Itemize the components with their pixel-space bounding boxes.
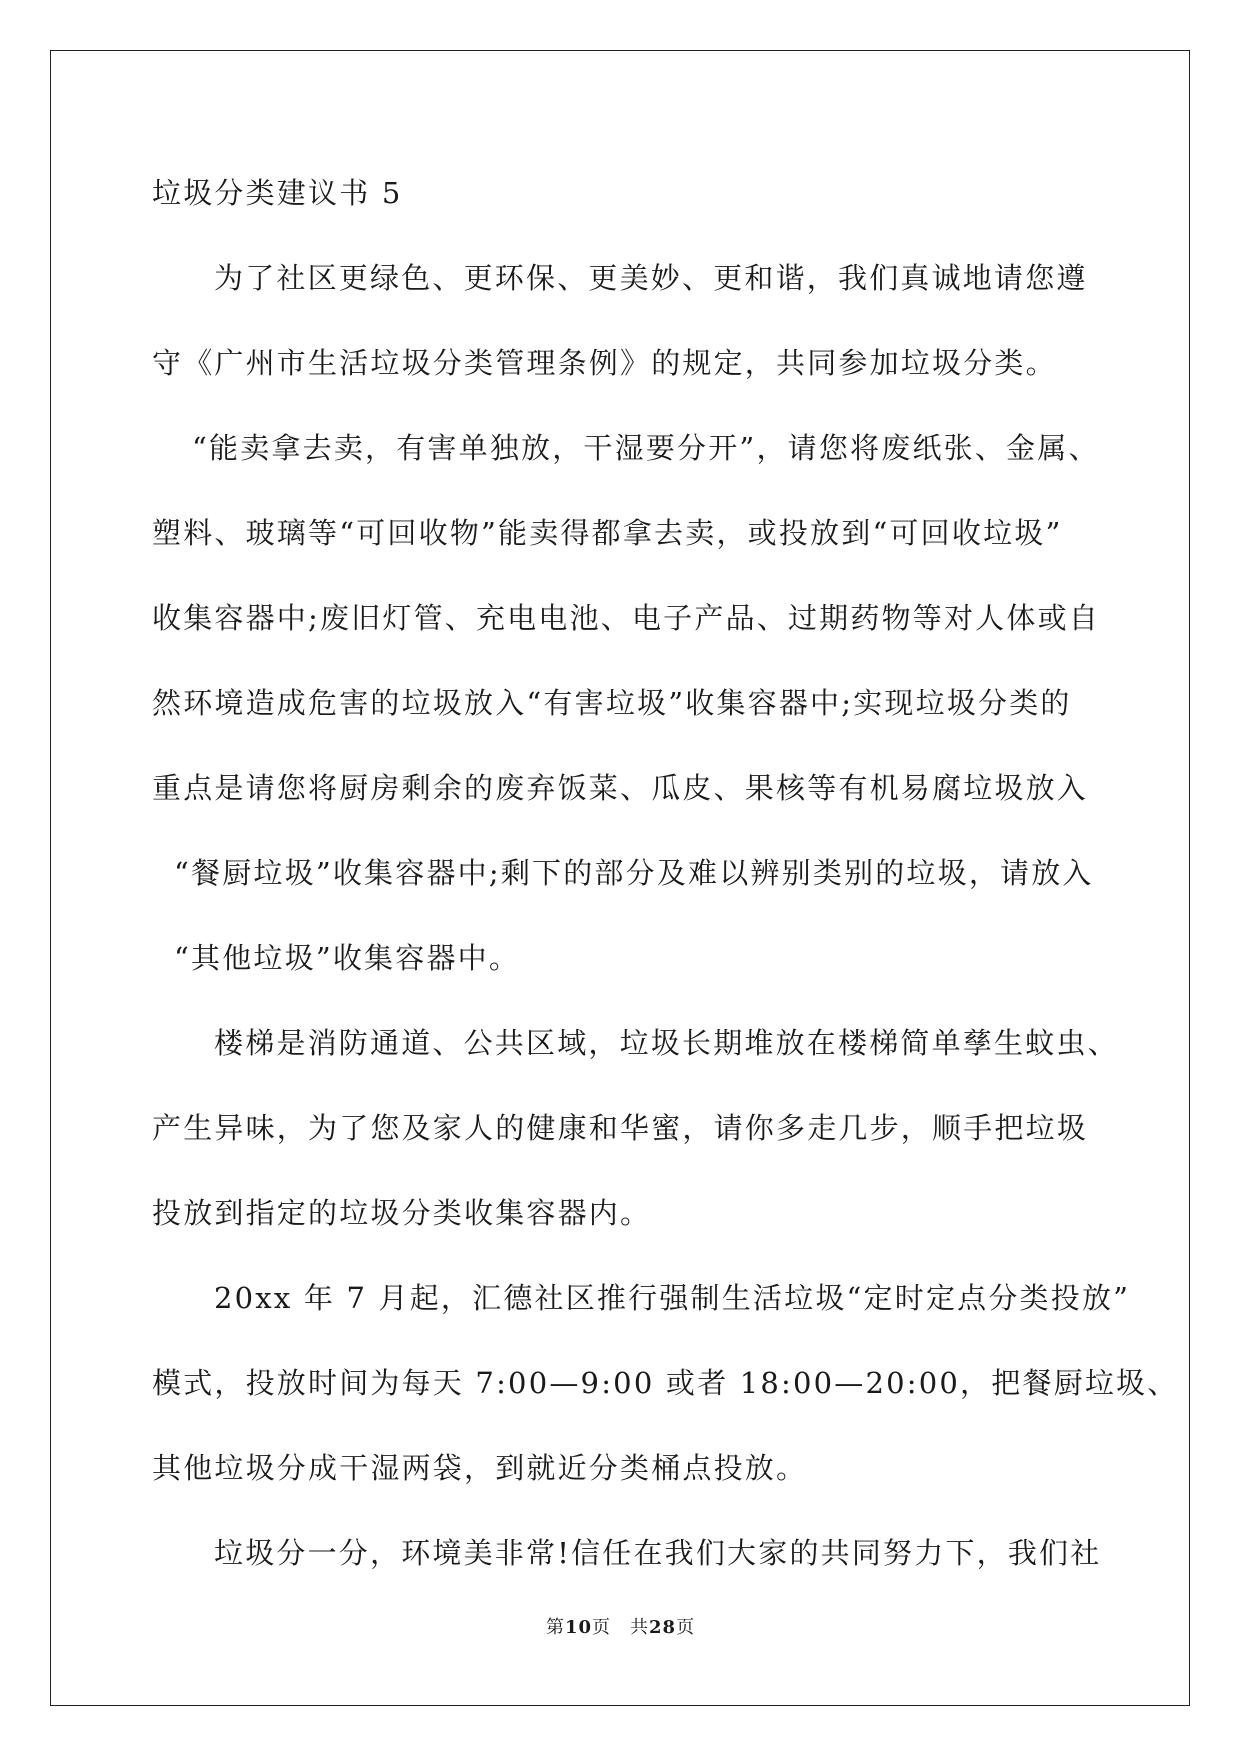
paragraph-1-line-1: 为了社区更绿色、更环保、更美妙、更和谐，我们真诚地请您遵 [214,261,1088,295]
paragraph-4-line-2: 模式，投放时间为每天 7:00—9:00 或者 18:00—20:00，把餐厨垃圾、 [152,1366,1179,1400]
paragraph-2-line-2: 塑料、玻璃等“可回收物”能卖得都拿去卖，或投放到“可回收垃圾” [152,516,1063,550]
paragraph-1-line-2: 守《广州市生活垃圾分类管理条例》的规定，共同参加垃圾分类。 [152,346,1057,380]
page-footer [0,1613,1241,1639]
footer-suffix: 页 [676,1617,696,1638]
paragraph-2-line-5: 重点是请您将厨房剩余的废弃饭菜、瓜皮、果核等有机易腐垃圾放入 [152,771,1089,805]
paragraph-2-line-6: “餐厨垃圾”收集容器中;剩下的部分及难以辨别类别的垃圾，请放入 [174,856,1094,890]
paragraph-2-line-3: 收集容器中;废旧灯管、充电电池、电子产品、过期药物等对人体或自 [152,601,1100,635]
paragraph-4-line-3: 其他垃圾分成干湿两袋，到就近分类桶点投放。 [152,1451,808,1485]
footer-mid: 页 共 [592,1617,649,1638]
document-body [152,168,1179,1613]
paragraph-2-line-1: “能卖拿去卖，有害单独放，干湿要分开”，请您将废纸张、金属、 [192,431,1100,465]
paragraph-2-line-7: “其他垃圾”收集容器中。 [174,941,521,975]
paragraph-3-line-1: 楼梯是消防通道、公共区域，垃圾长期堆放在楼梯简单孳生蚊虫、 [214,1026,1119,1060]
footer-prefix: 第 [545,1617,565,1638]
paragraph-5-line-1: 垃圾分一分，环境美非常!信任在我们大家的共同努力下，我们社 [214,1536,1102,1570]
footer-total-pages: 28 [649,1617,677,1638]
paragraph-3-line-2: 产生异味，为了您及家人的健康和华蜜，请你多走几步，顺手把垃圾 [152,1111,1089,1145]
document-title: 垃圾分类建议书 5 [152,176,403,210]
footer-page-number: 10 [564,1617,592,1638]
paragraph-4-line-1: 20xx 年 7 月起，汇德社区推行强制生活垃圾“定时定点分类投放” [214,1281,1131,1315]
paragraph-2-line-4: 然环境造成危害的垃圾放入“有害垃圾”收集容器中;实现垃圾分类的 [152,686,1072,720]
paragraph-3-line-3: 投放到指定的垃圾分类收集容器内。 [152,1196,652,1230]
